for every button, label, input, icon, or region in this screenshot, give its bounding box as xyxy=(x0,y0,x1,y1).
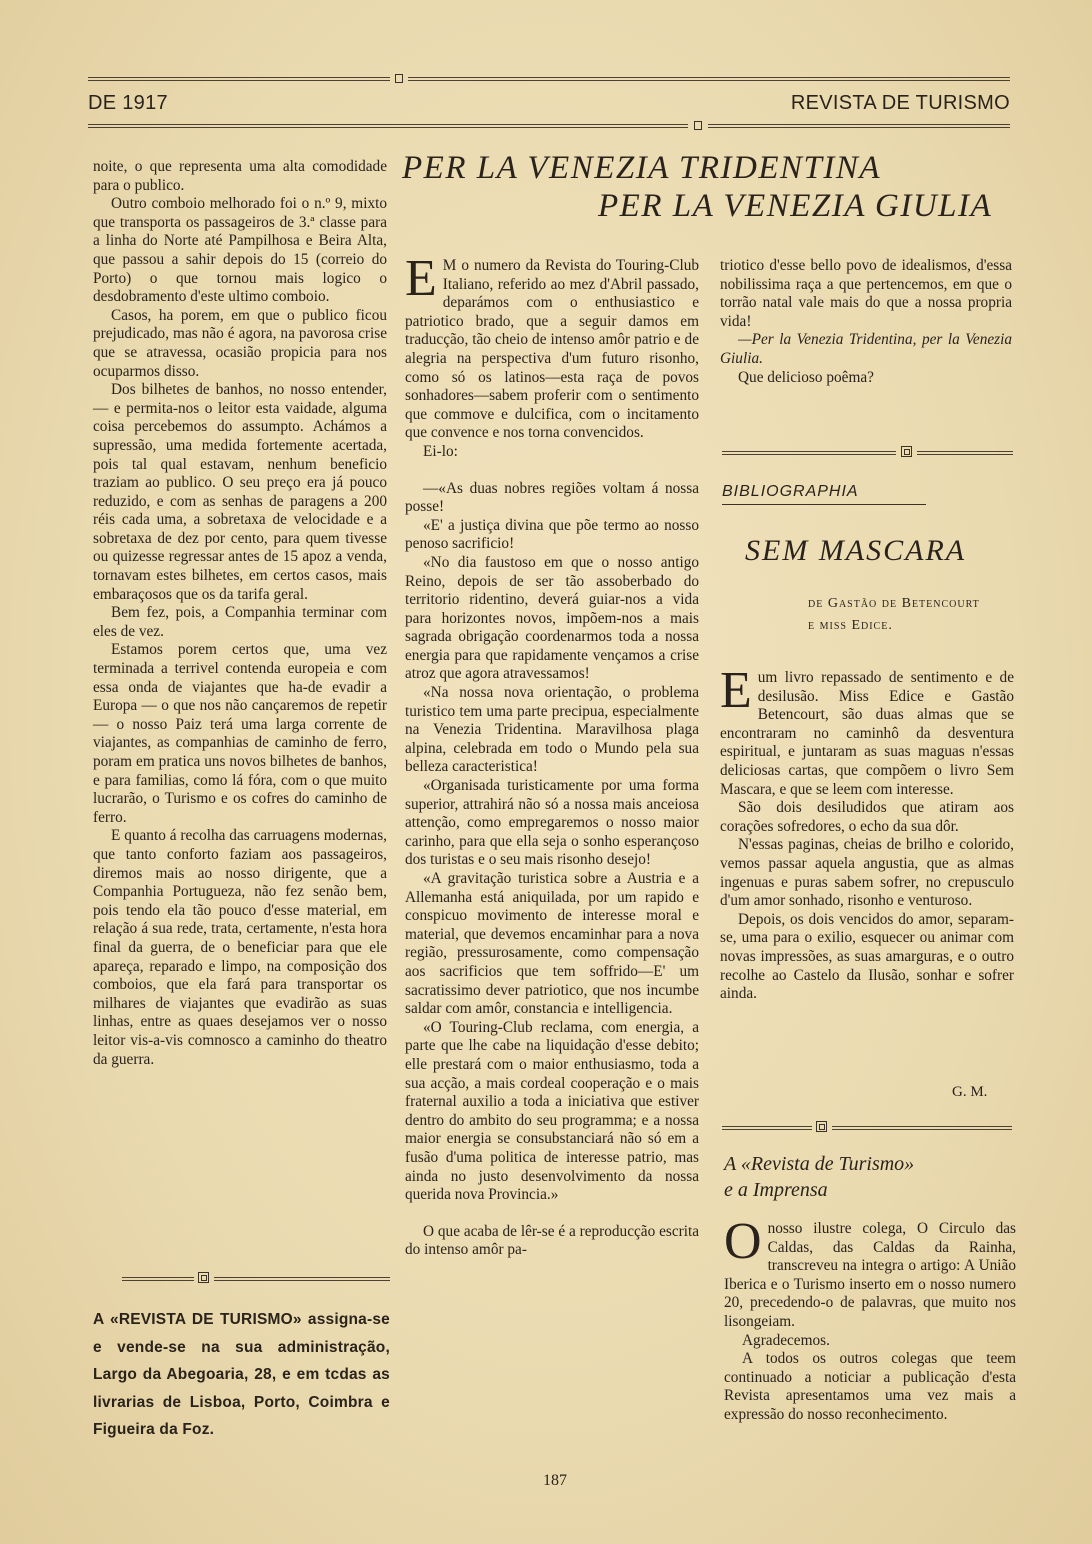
paragraph: «Organisada turisticamente por uma forma superior, attrahirá não só a nossa mais anceiosa attenção, como empregaremos o nosso maior carinho, para que ella seja o sonho esperançoso dos turistas e o seu mais risonho desejo! xyxy=(405,777,699,869)
paragraph: Ei-lo: xyxy=(423,442,458,460)
paragraph: Bem fez, pois, a Companhia terminar com eles de vez. xyxy=(93,604,387,640)
article-title-line1: PER LA VENEZIA TRIDENTINA xyxy=(402,150,882,186)
paragraph: noite, o que representa uma alta comodidade para o publico. xyxy=(93,158,387,194)
ad-rule-left xyxy=(122,1277,194,1281)
paragraph: Casos, ha porem, em que o publico ficou prejudicado, mas não é agora, na pavorosa crise que se atravessa, ocasião propicia para nos ocuparmos disso. xyxy=(93,306,387,380)
header-date: DE 1917 xyxy=(88,92,168,114)
imprensa-rule-right xyxy=(832,1126,1012,1130)
right-column-imprensa xyxy=(724,1213,1016,1425)
dropcap: O xyxy=(724,1213,762,1270)
paragraph: E quanto á recolha das carruagens modernas, que tanto conforto faziam aos passageiros, diremos mais ao nosso dirigente, que a Companhia Portugueza, não fez senão bem, pois tendo ela tão pouco d'esse material, em relação á sua rede, trata, certamente, n'esta hora final da guerra, de o beneficiar para que ele apareça, reparado e limpo, na composição dos comboios, que ela fará para transportar os milhares de viajantes que evadirão as suas linhas, entre as quaes desejamos ver o nosso leitor vis-a-vis comnosco a caminho do theatro da guerra. xyxy=(93,827,387,1068)
paragraph: Dos bilhetes de banhos, no nosso entender, — e permita-nos o leitor esta vaidade, alguma coisa percebemos do assumpto. Achámos a supressão, uma medida fortemente acertada, pois tal qual estavam, nenhum beneficio traziam ao publico. O seu preço era já pouco reduzido, e com as senhas de paragens a 200 réis cada uma, a sobretaxa de velocidade e a sobretaxa de dez por cento, para quem tivesse ou quizesse regressar antes de 15 apoz a venda, tornavam estes bilhetes, em certos casos, mais embaraçosos que os da tarifa geral. xyxy=(93,381,387,603)
paragraph: «O Touring-Club reclama, com energia, a parte que lhe cabe na liquidação d'esse debito; elle prestará com o maior enthusiasmo, toda a sua acção, a mais cordeal cooperação e o mais fraternal auxilio a toda a iniciativa que estiver dentro do ambito do seu programma; e a nossa maior energia se consubstanciará não só em a fusão d'uma politica de interesse patrio, mas ainda no justo desenvolvimento da nossa querida nova Provincia.» xyxy=(405,1018,699,1204)
imprensa-title-line2: e a Imprensa xyxy=(724,1179,828,1201)
paragraph: Outro comboio melhorado foi o n.º 9, mixto que transporta os passageiros de 3.ª classe para a linha do Norte até Pampilhosa e Beira Alta, que passou a sahir depois do 15 (correio do Porto) o que tornou mais logico o desdobramento d'este ultimo comboio. xyxy=(93,195,387,306)
paragraph: «Na nossa nova orientação, o problema turistico tem uma parte precipua, especialmente na Venezia Tridentina. Maravilhosa plaga alpina, celebrada em todo o Mundo pela sua belleza caracteristica! xyxy=(405,684,699,776)
paragraph: São dois desiludidos que atiram aos corações sofredores, o echo da sua dôr. xyxy=(720,799,1014,835)
ornament-square-icon xyxy=(816,1121,827,1132)
ad-rule-right xyxy=(214,1277,390,1281)
paragraph: Agradecemos. xyxy=(742,1331,830,1349)
header-rule-bottom-left xyxy=(88,124,688,128)
paragraph: Estamos porem certos que, uma vez terminada a terrivel contenda europeia e com essa onda de viajantes que ha-de evadir a Europa — o que nos não cançaremos de repetir — o nosso Paiz terá uma larga corrente de viajantes, as companhias de caminho de ferro, poram em pratica uns novos bilhetes de banhos, e para familias, como lá fóra, com o que muito lucrarão, o Turismo e os cofres do caminho de ferro. xyxy=(93,641,387,826)
header-rule-top-left xyxy=(88,77,390,81)
paragraph: A todos os outros colegas que teem continuado a noticiar a publicação d'esta Revista apresentamos uma vez mais a expressão do nosso reconhecimento. xyxy=(724,1350,1016,1423)
book-authors-line2: e miss Edice. xyxy=(808,618,893,633)
book-title: SEM MASCARA xyxy=(745,534,967,567)
ornament-square-icon xyxy=(395,74,403,83)
ornament-square-icon xyxy=(198,1272,209,1283)
header-magazine-title: REVISTA DE TURISMO xyxy=(790,92,1010,114)
header-rule-top-right xyxy=(408,77,1010,81)
dropcap: E xyxy=(720,662,752,719)
dropcap: E xyxy=(405,250,437,307)
paragraph: «No dia faustoso em que o nosso antigo Reino, depois de ser tão assoberbado do territorio ridentino, deverá guiar-nos a vida para horizontes novos, impõem-nos a mais sagrada obrigação coordenarmos toda a nossa energia para que rapidamente vençamos a crise atroz que agora atravessamos! xyxy=(405,553,699,683)
paragraph: «E' a justiça divina que põe termo ao nosso penoso sacrificio! xyxy=(405,516,699,553)
review-signature: G. M. xyxy=(952,1084,988,1100)
biblio-rule-right xyxy=(917,451,1013,455)
paragraph: N'essas paginas, cheias de brilho e colorido, vemos passar aquela angustia, que as almas ingenuas e puras sabem sofrer, no crepusculo d'um amor sonhado, risonho e venturoso. xyxy=(720,836,1014,910)
page-number: 187 xyxy=(543,1472,567,1489)
ornament-square-icon xyxy=(901,446,912,457)
left-column xyxy=(93,158,387,1069)
imprensa-title-line1: A «Revista de Turismo» xyxy=(724,1153,915,1175)
right-column-review xyxy=(720,662,1014,1004)
ornament-square-icon xyxy=(694,121,702,130)
bibliography-underline xyxy=(722,504,926,505)
paragraph: nosso ilustre colega, O Circulo das Caldas, das Caldas da Rainha, transcreveu na integra o artigo: A União Iberica e o Turismo inserto em o nosso numero 20, precedendo-o de palavras, que muito nos lisongeiam. xyxy=(724,1220,1016,1330)
book-authors-line1: de Gastão de Betencourt xyxy=(808,596,980,611)
article-title-line2: PER LA VENEZIA GIULIA xyxy=(598,188,993,224)
paragraph: «A gravitação turistica sobre a Austria e a Allemanha está aniquilada, por um rapido e conspicuo movimento de interesse moral e material, que devemos encaminhar para a nova região, pressurosamente, como compensação aos sacrificios que tem soffrido—E' um sacratissimo dever patriotico, que nos incumbe saldar com amôr, constancia e intelligencia. xyxy=(405,870,699,1018)
header-rule-bottom-right xyxy=(708,124,1010,128)
paragraph: um livro repassado de sentimento e de desilusão. Miss Edice e Gastão Betencourt, são duas almas que se encontraram no caminhô da desventura espiritual, e juntaram as suas maguas n'essas deliciosas cartas, que compõem o livro Sem Mascara, e que se leem com interesse. xyxy=(720,669,1014,798)
imprensa-rule-left xyxy=(722,1126,812,1130)
subscription-ad: A «REVISTA DE TURISMO» assigna-se e vende-se na sua administração, Largo da Abegoaria, 28, e em tcdas as livrarias de Lisboa, Porto, Coimbra e Figueira da Foz. xyxy=(93,1311,390,1438)
paragraph: O que acaba de lêr-se é a reproducção escrita do intenso amôr pa- xyxy=(405,1222,699,1259)
paragraph: Que delicioso poêma? xyxy=(738,368,874,386)
biblio-rule-left xyxy=(722,451,896,455)
paragraph: M o numero da Revista do Touring-Club Italiano, referido ao mez d'Abril passado, deparámos com o enthusiastico e patriotico brado, que a seguir damos em traducção, tão cheio de intenso amôr patrio e de alegria na perspectiva d'um futuro risonho, como só os latinos—esta raça de povos sonhadores—sabem proferir com o sentimento que commove e dulcifica, com o incitamento que convence e nos torna convencidos. xyxy=(405,257,699,442)
paragraph-quote: —Per la Venezia Tridentina, per la Venezia Giulia. xyxy=(720,331,1012,367)
paragraph: triotico d'esse bello povo de idealismos, d'essa nobilissima raça a que pertencemos, em que o torrão natal vale mais do que a nossa propria vida! xyxy=(720,257,1012,330)
right-column-top xyxy=(720,257,1012,387)
paragraph: —«As duas nobres regiões voltam á nossa posse! xyxy=(405,479,699,516)
middle-column xyxy=(405,250,699,1260)
paragraph: Depois, os dois vencidos do amor, separam-se, uma para o exilio, esquecer ou animar com novas impressões, as suas amarguras, e o outro recolhe ao Castelo da Ilusão, sonhar e sofrer ainda. xyxy=(720,910,1014,1003)
bibliography-heading: BIBLIOGRAPHIA xyxy=(722,483,859,500)
